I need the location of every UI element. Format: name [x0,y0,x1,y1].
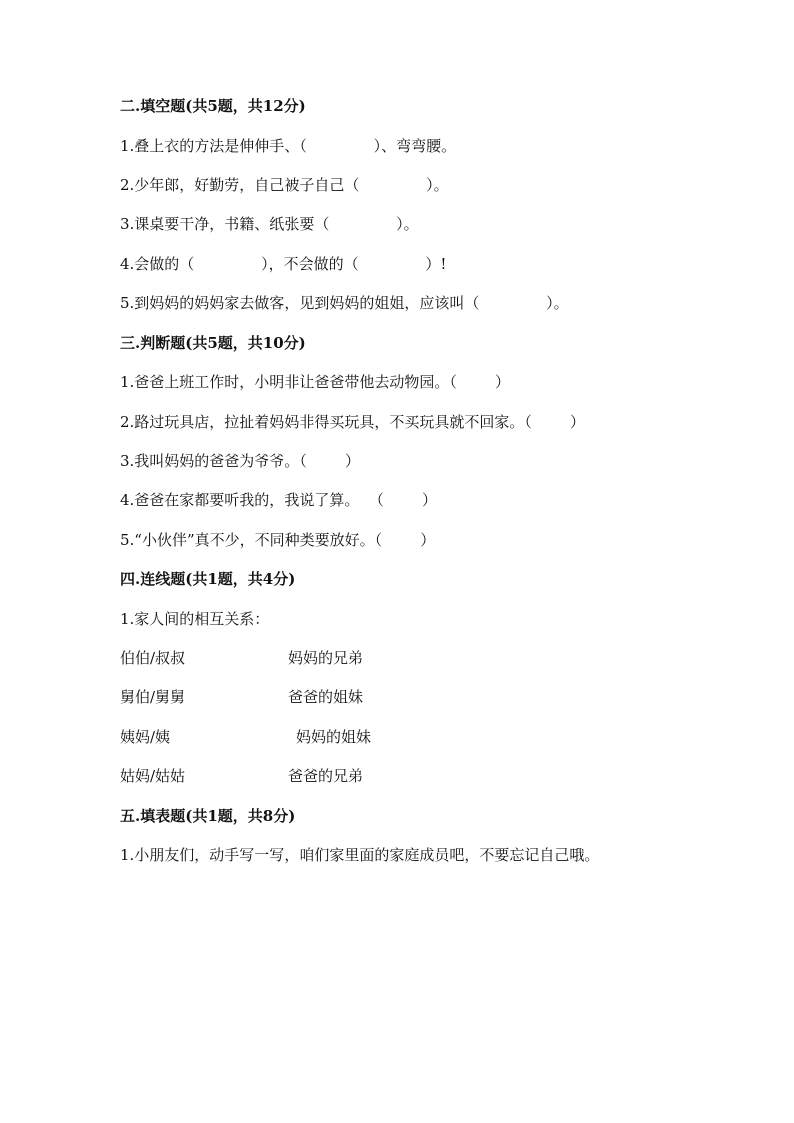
section-heading-matching: 四.连线题(共1题，共4分) [120,570,296,588]
fill-blank-question: 5.到妈妈的妈妈家去做客，见到妈妈的姐姐，应该叫（ ）。 [120,294,569,312]
fill-blank-question: 4.会做的（ ），不会做的（ ）! [120,255,447,273]
true-false-question: 3.我叫妈妈的爸爸为爷爷。（ ） [120,452,360,470]
true-false-question: 5.“小伙伴”真不少，不同种类要放好。（ ） [120,531,436,549]
section-heading-table-fill: 五.填表题(共1题，共8分) [120,807,296,825]
matching-right-item: 妈妈的姐妹 [296,728,372,746]
matching-left-item: 伯伯/叔叔 [120,649,186,667]
section-heading-true-false: 三.判断题(共5题，共10分) [120,334,306,352]
section-heading-fill-blank: 二.填空题(共5题，共12分) [120,97,306,115]
matching-left-item: 姨妈/姨 [120,728,171,746]
fill-blank-question: 1.叠上衣的方法是伸伸手、（ ）、弯弯腰。 [120,137,457,155]
fill-blank-question: 2.少年郎，好勤劳，自己被子自己（ ）。 [120,176,449,194]
table-fill-prompt: 1.小朋友们，动手写一写，咱们家里面的家庭成员吧，不要忘记自己哦。 [120,846,600,864]
fill-blank-question: 3.课桌要干净，书籍、纸张要（ ）。 [120,215,419,233]
matching-right-item: 爸爸的姐妹 [288,688,364,706]
matching-right-item: 爸爸的兄弟 [288,767,364,785]
matching-left-item: 姑妈/姑姑 [120,767,186,785]
true-false-question: 2.路过玩具店，拉扯着妈妈非得买玩具，不买玩具就不回家。（ ） [120,413,585,431]
true-false-question: 1.爸爸上班工作时，小明非让爸爸带他去动物园。（ ） [120,373,510,391]
matching-right-item: 妈妈的兄弟 [288,649,364,667]
true-false-question: 4.爸爸在家都要听我的，我说了算。 （ ） [120,491,437,509]
matching-prompt: 1.家人间的相互关系： [120,610,270,628]
matching-left-item: 舅伯/舅舅 [120,688,186,706]
